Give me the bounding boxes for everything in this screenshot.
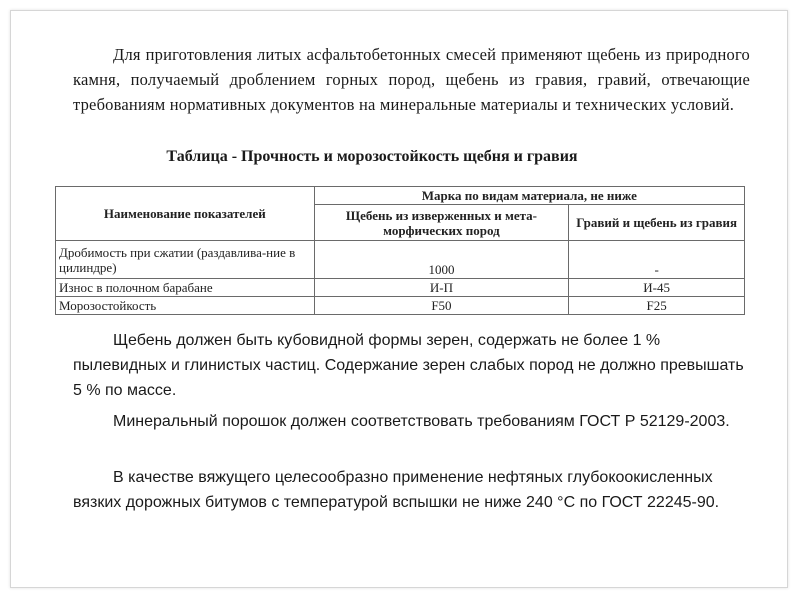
row-name: Дробимость при сжатии (раздавлива-ние в цилиндре) (56, 241, 315, 279)
header-group: Марка по видам материала, не ниже (314, 187, 744, 205)
header-indicator: Наименование показателей (56, 187, 315, 241)
row-name: Морозостойкость (56, 297, 315, 315)
table-caption (0, 148, 800, 166)
row-name: Износ в полочном барабане (56, 279, 315, 297)
row-col2: F25 (569, 297, 745, 315)
table-row (56, 279, 745, 297)
header-col2: Гравий и щебень из гравия (569, 205, 745, 241)
intro-paragraph: Для приготовления литых асфальтобетонных смесей применяют щебень из природного камня, получаемый дроблением горных пород, щебень из гравия, гравий, отвечающие требованиям нормативных документов на минеральные материалы и технических условий. (73, 45, 750, 114)
paragraph-aggregate-shape: Щебень должен быть кубовидной формы зерен, содержать не более 1 % пылевидных и глинистых частиц. Содержание зерен слабых пород не должно превышать 5 % по массе. (73, 332, 744, 399)
table-caption-prefix: Таблица (166, 148, 228, 165)
strength-table (55, 186, 745, 315)
table-caption-text: - Прочность и морозостойкость щебня и гравия (231, 148, 578, 165)
table-row (56, 241, 745, 279)
row-col1: И-П (314, 279, 569, 297)
paragraph-mineral-powder: Минеральный порошок должен соответствовать требованиям ГОСТ Р 52129-2003. (113, 413, 730, 430)
row-col2: - (569, 241, 745, 279)
paragraph-binder: В качестве вяжущего целесообразно применение нефтяных глубокоокисленных вязких дорожных битумов с температурой вспышки не ниже 240 °С по ГОСТ 22245-90. (73, 469, 720, 511)
row-col1: F50 (314, 297, 569, 315)
header-col1: Щебень из изверженных и мета-морфических пород (314, 205, 569, 241)
row-col1: 1000 (314, 241, 569, 279)
row-col2: И-45 (569, 279, 745, 297)
table-row (56, 297, 745, 315)
